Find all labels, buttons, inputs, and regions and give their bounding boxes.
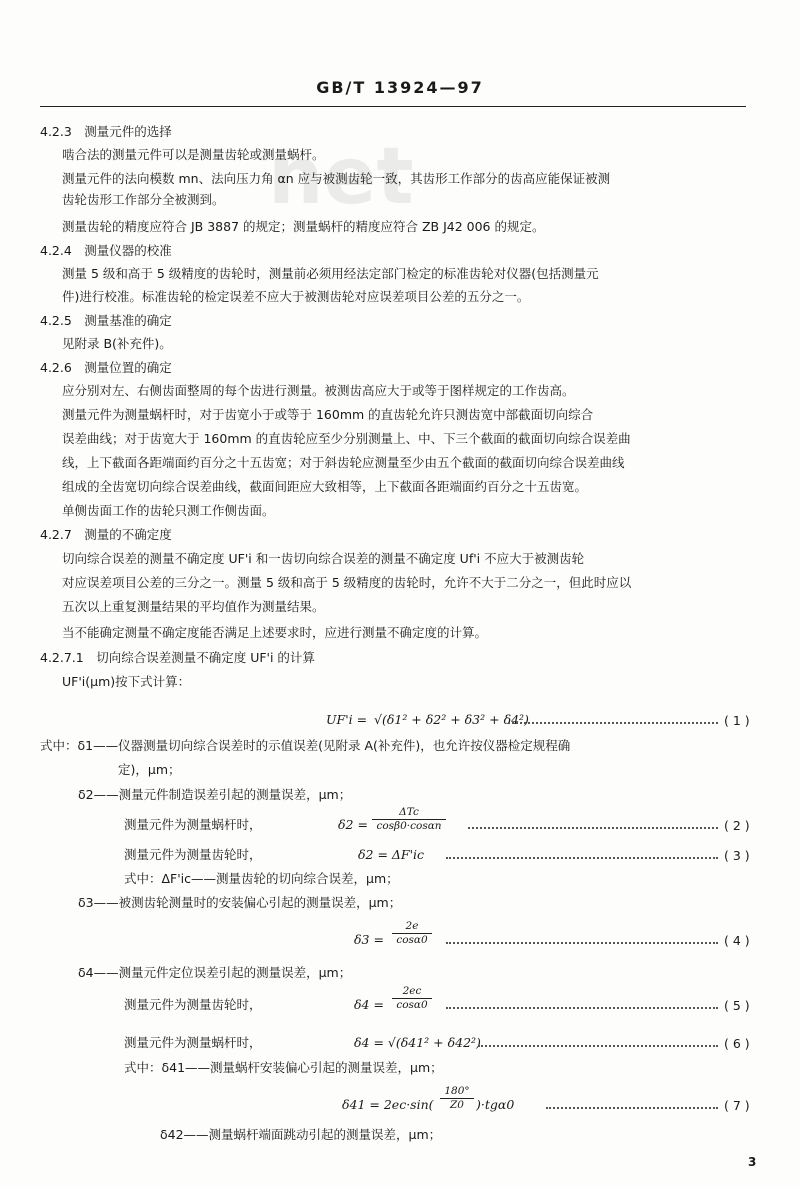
equation-2-lhs: δ2 = — [338, 817, 368, 832]
section-title-4-2-5: 4.2.5 测量基准的确定 — [40, 313, 172, 328]
equation-5-fraction — [392, 985, 432, 1011]
section-title-4-2-7: 4.2.7 测量的不确定度 — [40, 527, 172, 542]
where-clause: δ42——测量蜗杆端面跳动引起的测量误差，μm； — [160, 1127, 442, 1142]
header-rule — [40, 106, 746, 107]
where-clause: δ4——测量元件定位误差引起的测量误差，μm； — [78, 965, 352, 980]
equation-number: ( 6 ) — [724, 1036, 750, 1051]
paragraph: 测量元件的法向模数 mn、法向压力角 αn 应与被测齿轮一致，其齿形工作部分的齿高应能保证被测 — [62, 171, 611, 186]
equation-1-body: √(δ1² + δ2² + δ3² + δ4²) — [374, 712, 529, 727]
paragraph: UF'i(μm)按下式计算： — [62, 674, 191, 689]
equation-number: ( 5 ) — [724, 998, 750, 1013]
paragraph: 组成的全齿宽切向综合误差曲线，截面间距应大致相等，上下截面各距端面约百分之十五齿宽。 — [62, 479, 588, 494]
equation-7-rhs: )·tgα0 — [476, 1097, 515, 1112]
watermark: net — [268, 132, 414, 222]
equation-2-fraction — [372, 806, 446, 832]
leader-dots — [446, 942, 718, 944]
paragraph: 件)进行校准。标准齿轮的检定误差不应大于被测齿轮对应误差项目公差的五分之一。 — [62, 289, 530, 304]
equation-4-lhs: δ3 = — [354, 932, 384, 947]
equation-number: ( 7 ) — [724, 1098, 750, 1113]
leader-dots — [508, 722, 718, 724]
paragraph: 应分别对左、右侧齿面整周的每个齿进行测量。被测齿高应大于或等于图样规定的工作齿高。 — [62, 383, 575, 398]
paragraph: 线，上下截面各距端面约百分之十五齿宽；对于斜齿轮应测量至少由五个截面的截面切向综合误差曲线 — [62, 455, 625, 470]
condition-text: 测量元件为测量蜗杆时， — [124, 1035, 262, 1050]
where-clause: δ3——被测齿轮测量时的安装偏心引起的测量误差，μm； — [78, 895, 402, 910]
equation-number: ( 2 ) — [724, 818, 750, 833]
fraction-numerator: ΔTc — [399, 806, 419, 818]
standard-header: GB/T 13924—97 — [316, 78, 484, 97]
equation-1-lhs: UF'i = — [326, 712, 368, 727]
fraction-denominator: cosα0 — [392, 998, 432, 1011]
where-clause: 定)，μm； — [118, 762, 181, 777]
paragraph: 测量 5 级和高于 5 级精度的齿轮时，测量前必须用经法定部门检定的标准齿轮对仪器(包括测量元 — [62, 266, 599, 281]
condition-text: 测量元件为测量蜗杆时， — [124, 817, 262, 832]
where-clause: 式中：ΔF'ic——测量齿轮的切向综合误差，μm； — [124, 871, 399, 886]
where-clause: δ2——测量元件制造误差引起的测量误差，μm； — [78, 787, 352, 802]
fraction-denominator: cosα0 — [392, 933, 432, 946]
paragraph: 对应误差项目公差的三分之一。测量 5 级和高于 5 级精度的齿轮时，允许不大于二分之一，但此时应以 — [62, 575, 632, 590]
paragraph: 啮合法的测量元件可以是测量齿轮或测量蜗杆。 — [62, 147, 325, 162]
leader-dots — [546, 1107, 718, 1109]
paragraph: 齿轮齿形工作部分全被测到。 — [62, 192, 225, 207]
fraction-numerator: 2e — [405, 920, 419, 932]
paragraph: 切向综合误差的测量不确定度 UF'i 和一齿切向综合误差的测量不确定度 Uf'i 不应大于被测齿轮 — [62, 551, 585, 566]
paragraph: 误差曲线；对于齿宽大于 160mm 的直齿轮应至少分别测量上、中、下三个截面的截面切向综合误差曲 — [62, 431, 631, 446]
fraction-denominator: Z0 — [440, 1098, 474, 1111]
paragraph: 当不能确定测量不确定度能否满足上述要求时，应进行测量不确定度的计算。 — [62, 625, 488, 640]
equation-7-fraction — [440, 1085, 474, 1111]
fraction-numerator: 180° — [444, 1085, 470, 1097]
page-number: 3 — [748, 1155, 757, 1169]
paragraph: 五次以上重复测量结果的平均值作为测量结果。 — [62, 599, 325, 614]
section-title-4-2-3: 4.2.3 测量元件的选择 — [40, 124, 172, 139]
condition-text: 测量元件为测量齿轮时， — [124, 997, 262, 1012]
paragraph: 测量齿轮的精度应符合 JB 3887 的规定；测量蜗杆的精度应符合 ZB J42 006 的规定。 — [62, 219, 545, 234]
where-clause: 式中：δ1——仪器测量切向综合误差时的示值误差(见附录 A(补充件)，也允许按仪器检定规程确 — [40, 738, 571, 753]
equation-7-lhs: δ41 = 2ec·sin( — [342, 1097, 434, 1112]
equation-number: ( 3 ) — [724, 848, 750, 863]
equation-4-fraction — [392, 920, 432, 946]
leader-dots — [446, 1007, 718, 1009]
paragraph: 单侧齿面工作的齿轮只测工作侧齿面。 — [62, 503, 275, 518]
fraction-numerator: 2ec — [402, 985, 422, 997]
fraction-denominator: cosβ0·cosαn — [372, 819, 446, 832]
section-title-4-2-7-1: 4.2.7.1 切向综合误差测量不确定度 UF'i 的计算 — [40, 650, 315, 665]
section-title-4-2-6: 4.2.6 测量位置的确定 — [40, 360, 172, 375]
section-title-4-2-4: 4.2.4 测量仪器的校准 — [40, 243, 172, 258]
paragraph: 测量元件为测量蜗杆时，对于齿宽小于或等于 160mm 的直齿轮允许只测齿宽中部截面切向综合 — [62, 407, 594, 422]
equation-number: ( 4 ) — [724, 933, 750, 948]
equation-number: ( 1 ) — [724, 713, 750, 728]
paragraph: 见附录 B(补充件)。 — [62, 336, 172, 351]
equation-6-body: δ4 = √(δ41² + δ42²) — [354, 1035, 481, 1050]
leader-dots — [478, 1045, 718, 1047]
equation-3-body: δ2 = ΔF'ic — [358, 847, 425, 862]
leader-dots — [468, 827, 718, 829]
equation-5-lhs: δ4 = — [354, 997, 384, 1012]
where-clause: 式中：δ41——测量蜗杆安装偏心引起的测量误差，μm； — [124, 1060, 443, 1075]
condition-text: 测量元件为测量齿轮时， — [124, 847, 262, 862]
leader-dots — [446, 857, 718, 859]
